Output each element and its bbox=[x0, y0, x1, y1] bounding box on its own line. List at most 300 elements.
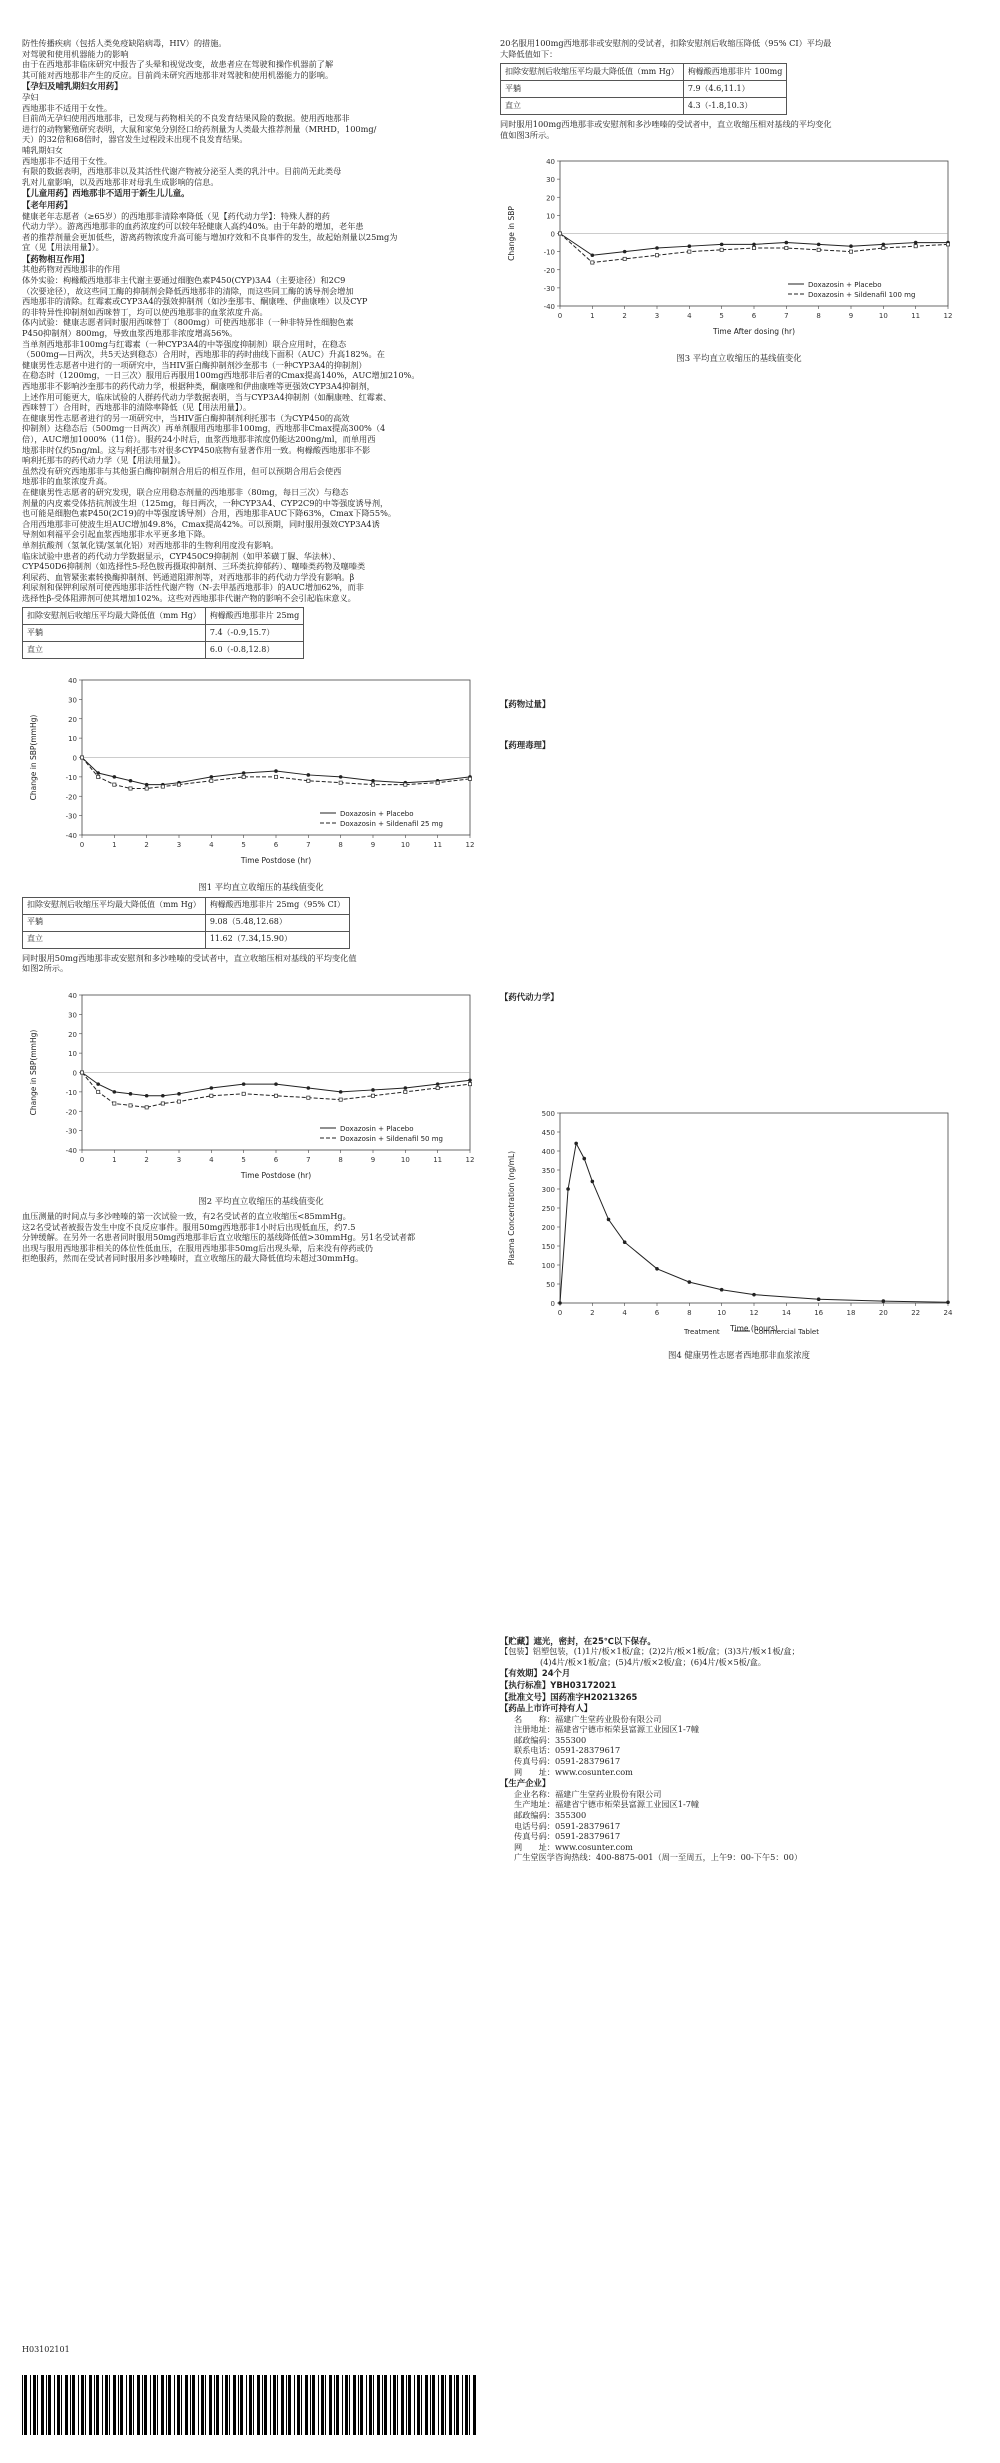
text-line: 天）的32倍和68倍时，器官发生过程段未出现不良发育结果。 bbox=[22, 134, 248, 145]
legend-label: Commercial Tablet bbox=[754, 1328, 819, 1337]
text-line: 剂量的内皮素受体拮抗剂波生坦（125mg，每日两次，一种CYP3A4、CYP2C9的中等强度诱导剂， bbox=[22, 497, 389, 508]
y-tick-label: -10 bbox=[65, 1088, 77, 1097]
figure-1-caption: 图1 平均直立收缩压的基线值变化 bbox=[198, 882, 324, 893]
table-sbp-25mg bbox=[22, 607, 304, 659]
data-point bbox=[210, 1094, 213, 1097]
plot-frame bbox=[560, 1113, 948, 1303]
x-tick-label: 10 bbox=[717, 1309, 727, 1318]
legend-label: Doxazosin + Placebo bbox=[340, 1124, 414, 1133]
interaction-block bbox=[22, 264, 500, 603]
legend-label: Doxazosin + Sildenafil 50 mg bbox=[340, 1134, 443, 1143]
text-line: 血压测量的时间点与多沙唑嗪的第一次试验一致，有2名受试者的直立收缩压<85mmHg。 bbox=[22, 1211, 351, 1222]
x-tick-label: 11 bbox=[911, 312, 921, 321]
data-point bbox=[161, 1102, 164, 1105]
data-point bbox=[591, 261, 594, 264]
text-line: 大降低值如下： bbox=[500, 48, 558, 59]
text-line: 也可能是细胞色素P450(2C19)的中等强度诱导剂）合用，西地那非AUC下降63%，Cmax下降55%。 bbox=[22, 508, 397, 519]
y-tick-label: 400 bbox=[541, 1148, 555, 1157]
barcode-bar bbox=[342, 2375, 343, 2435]
data-point bbox=[817, 249, 820, 252]
y-tick-label: 300 bbox=[541, 1186, 555, 1195]
barcode-bar bbox=[142, 2375, 143, 2435]
x-tick-label: 11 bbox=[433, 841, 443, 850]
barcode-bar bbox=[288, 2375, 291, 2435]
data-point bbox=[720, 243, 724, 247]
x-tick-label: 3 bbox=[654, 312, 660, 321]
data-point bbox=[582, 1157, 586, 1161]
x-tick-label: 6 bbox=[273, 841, 279, 850]
y-tick-label: 50 bbox=[546, 1281, 555, 1290]
data-point bbox=[817, 243, 821, 247]
data-point bbox=[468, 1078, 472, 1082]
text-line: 地那非时仅约5ng/ml。这与利托那韦对很多CYP450底物有显著作用一致。枸橼酸西地那非不影 bbox=[22, 444, 371, 455]
y-tick-label: 0 bbox=[72, 754, 77, 763]
x-tick-label: 7 bbox=[784, 312, 789, 321]
chart-figure-4 bbox=[500, 1098, 978, 1343]
text-line: 网 址：www.cosunter.com bbox=[514, 1766, 633, 1777]
text-line: 其他药物对西地那非的作用 bbox=[22, 264, 121, 275]
barcode-bar bbox=[286, 2375, 287, 2435]
text-line: 西地那非不适用于女性。 bbox=[22, 155, 113, 166]
pregnancy-heading: 【孕妇及哺乳期妇女用药】 bbox=[22, 81, 123, 92]
x-tick-label: 0 bbox=[79, 841, 85, 850]
barcode-bar bbox=[318, 2375, 319, 2435]
barcode-bar bbox=[262, 2375, 263, 2435]
y-tick-label: -40 bbox=[65, 832, 77, 841]
barcode-bar bbox=[414, 2375, 415, 2435]
barcode-bar bbox=[89, 2375, 92, 2435]
barcode-bar bbox=[312, 2375, 315, 2435]
x-axis-label: Time Postdose (hr) bbox=[240, 1170, 312, 1180]
barcode-bar bbox=[257, 2375, 260, 2435]
barcode-bar bbox=[185, 2375, 188, 2435]
barcode-bar bbox=[205, 2375, 206, 2435]
barcode-bar bbox=[430, 2375, 431, 2435]
standard-line: 【执行标准】YBH03172021 bbox=[500, 1679, 617, 1690]
text-line: 其可能对西地那非产生的反应。目前尚未研究西地那非对驾驶和使用机器能力的影响。 bbox=[22, 69, 334, 80]
text-line: 这2名受试者被报告发生中度不良反应事件。服用50mg西地那非1小时后出现低血压，约7.5 bbox=[22, 1221, 356, 1232]
text-line: 值如图3所示。 bbox=[500, 129, 555, 140]
barcode-bar bbox=[177, 2375, 180, 2435]
data-point bbox=[688, 250, 691, 253]
barcode-bar bbox=[81, 2375, 84, 2435]
y-tick-label: 500 bbox=[541, 1110, 555, 1119]
y-tick-label: 250 bbox=[541, 1205, 555, 1214]
text-line: （500mg—日两次，共5天达到稳态）合用时，西地那非的药时曲线下面积（AUC）升高182%。在 bbox=[22, 349, 385, 360]
text-line: 上述作用可能更大，临床试验的人群药代动力学数据表明，当与CYP3A4抑制剂（如酮康唑、红霉素、 bbox=[22, 391, 392, 402]
x-tick-label: 8 bbox=[816, 312, 821, 321]
data-point bbox=[882, 247, 885, 250]
data-point bbox=[436, 1082, 440, 1086]
text-line: 网 址：www.cosunter.com bbox=[514, 1841, 633, 1852]
pk-heading: 【药代动力学】 bbox=[500, 991, 559, 1002]
data-point bbox=[468, 1082, 471, 1085]
data-point bbox=[129, 1092, 133, 1096]
barcode-bar bbox=[174, 2375, 175, 2435]
text-line: 倍），AUC增加1000%（11倍）。服药24小时后，血浆西地那非浓度仍能达200ng/ml，而单用西 bbox=[22, 433, 376, 444]
chart-figure-3 bbox=[500, 146, 978, 346]
holder-block bbox=[500, 1714, 978, 1778]
y-tick-label: -10 bbox=[65, 774, 77, 783]
x-tick-label: 9 bbox=[848, 312, 854, 321]
x-tick-label: 1 bbox=[590, 312, 595, 321]
data-point bbox=[785, 241, 789, 245]
data-point bbox=[274, 776, 277, 779]
data-point bbox=[242, 772, 246, 776]
table2-row-label: 平躺 bbox=[23, 914, 206, 931]
barcode-bar bbox=[373, 2375, 374, 2435]
text-line: 西地那非不影响沙奎那韦的药代动力学，根据种类，酮康唑和伊曲康唑等更强效CYP3A4抑制剂， bbox=[22, 381, 375, 391]
barcode-bar bbox=[353, 2375, 356, 2435]
barcode-bar bbox=[462, 2375, 463, 2435]
barcode-bar bbox=[33, 2375, 36, 2435]
text-line: 选择性β-受体阻滞剂可使其增加102%。这些对西地那非代谢产物的影响不会引起临床意义。 bbox=[22, 592, 356, 603]
y-tick-label: -40 bbox=[543, 303, 555, 312]
data-point bbox=[113, 1090, 117, 1094]
y-tick-label: 40 bbox=[546, 158, 555, 167]
figure-3-caption: 图3 平均直立收缩压的基线值变化 bbox=[676, 352, 802, 363]
package-line: 【包装】铝塑包装，(1)1片/板×1板/盒；(2)2片/板×1板/盒；(3)3片/板×1板/盒； bbox=[500, 1646, 800, 1657]
barcode-bar bbox=[150, 2375, 151, 2435]
barcode-bar bbox=[384, 2375, 387, 2435]
text-line: 注册地址：福建省宁德市柘荣县富源工业园区1-7幢 bbox=[514, 1724, 700, 1735]
x-axis-label: Time (hours) bbox=[730, 1324, 778, 1334]
table2-row-value: 11.62（7.34,15.90） bbox=[205, 931, 349, 948]
table1-row-label: 平躺 bbox=[23, 625, 206, 642]
data-point bbox=[242, 1082, 246, 1086]
data-point bbox=[623, 1241, 627, 1245]
barcode-bar bbox=[102, 2375, 103, 2435]
data-point bbox=[129, 787, 132, 790]
data-point bbox=[80, 1071, 83, 1074]
text-line: 在健康男性志愿者进行的另一项研究中，当HIV蛋白酶抑制剂利托那韦（为CYP450的高效 bbox=[22, 412, 350, 423]
text-line: 20名服用100mg西地那非或安慰剂的受试者，扣除安慰剂后收缩压降低（95% CI）平均最 bbox=[500, 38, 832, 48]
data-point bbox=[242, 776, 245, 779]
x-tick-label: 20 bbox=[878, 1309, 888, 1318]
data-point bbox=[914, 245, 917, 248]
figure-4-caption: 图4 健康男性志愿者西地那非血浆浓度 bbox=[668, 1349, 810, 1360]
holder-heading: 【药品上市许可持有人】 bbox=[500, 1703, 593, 1714]
data-point bbox=[177, 1092, 181, 1096]
barcode-bar bbox=[281, 2375, 284, 2435]
barcode-bar bbox=[366, 2375, 367, 2435]
data-point bbox=[882, 1300, 886, 1304]
series-line bbox=[560, 1144, 948, 1304]
interaction-heading: 【药物相互作用】 bbox=[22, 253, 89, 264]
barcode-bar bbox=[46, 2375, 47, 2435]
data-point bbox=[849, 250, 852, 253]
text-line: （次要途径），故这些同工酶的抑制剂会降低西地那非的清除，而这些同工酶的诱导剂会增加 bbox=[22, 285, 354, 296]
barcode-bar bbox=[465, 2375, 468, 2435]
data-point bbox=[849, 245, 853, 249]
table1-row-label: 直立 bbox=[23, 642, 206, 659]
barcode-bar bbox=[301, 2375, 302, 2435]
text-line: 代动力学）。游离西地那非的血药浓度约可以较年轻健康人高约40%。由于年龄的增加，老年患 bbox=[22, 221, 364, 232]
validity-line: 【有效期】24个月 bbox=[500, 1668, 571, 1679]
barcode-bar bbox=[109, 2375, 110, 2435]
text-line: 导剂如利福平会引起血浆西地那非水平更多地下降。 bbox=[22, 529, 211, 540]
y-tick-label: -30 bbox=[65, 1127, 77, 1136]
data-point bbox=[339, 1090, 343, 1094]
barcode-bar bbox=[216, 2375, 219, 2435]
data-point bbox=[946, 1301, 950, 1305]
package-line-2: (4)4片/板×1板/盒；(5)4片/板×2板/盒；(6)4片/板×5板/盒。 bbox=[540, 1656, 766, 1667]
x-tick-label: 8 bbox=[687, 1309, 692, 1318]
data-point bbox=[371, 1088, 375, 1092]
barcode-bar bbox=[214, 2375, 215, 2435]
data-point bbox=[97, 776, 100, 779]
x-axis-label: Time Postdose (hr) bbox=[240, 856, 312, 866]
x-tick-label: 11 bbox=[433, 1155, 443, 1164]
y-axis-label: Change in SBP bbox=[507, 206, 516, 262]
data-point bbox=[566, 1188, 570, 1192]
x-tick-label: 1 bbox=[112, 1155, 117, 1164]
barcode-bar bbox=[225, 2375, 228, 2435]
legend-label: Doxazosin + Sildenafil 100 mg bbox=[808, 291, 916, 300]
data-point bbox=[914, 241, 918, 245]
barcode-bar bbox=[72, 2375, 75, 2435]
barcode-bar bbox=[310, 2375, 311, 2435]
x-tick-label: 16 bbox=[814, 1309, 824, 1318]
table3-row-value: 7.9（4.6,11.1） bbox=[683, 81, 787, 98]
barcode-bar bbox=[473, 2375, 476, 2435]
data-point bbox=[720, 1288, 724, 1292]
barcode-bar bbox=[85, 2375, 86, 2435]
data-point bbox=[404, 1090, 407, 1093]
barcode-bar bbox=[30, 2375, 31, 2435]
figure-1 bbox=[22, 665, 500, 878]
text-line: 邮政编码：355300 bbox=[514, 1810, 587, 1821]
table1-row-value: 6.0（-0.8,12.8） bbox=[205, 642, 303, 659]
text-line: 健康男性志愿者中进行的一项研究中，当HIV蛋白酶抑制剂沙奎那韦（一种CYP3A4的抑制剂） bbox=[22, 359, 367, 370]
text-line: 在稳态时（1200mg，一日三次）服用后再服用100mg西地那非后者的Cmax提高140%，AUC增加210%。 bbox=[22, 370, 420, 381]
data-point bbox=[307, 774, 311, 778]
barcode-bar bbox=[421, 2375, 422, 2435]
data-point bbox=[404, 783, 407, 786]
barcode-bar bbox=[334, 2375, 335, 2435]
x-tick-label: 5 bbox=[719, 312, 724, 321]
text-line: 西地那非不适用于女性。 bbox=[22, 102, 113, 113]
data-point bbox=[307, 1096, 310, 1099]
figure-2-caption: 图2 平均直立收缩压的基线值变化 bbox=[198, 1196, 324, 1207]
data-point bbox=[558, 232, 561, 235]
barcode-bar bbox=[229, 2375, 230, 2435]
y-tick-label: -30 bbox=[65, 813, 77, 822]
text-line: 合用西地那非可使波生坦AUC增加49.8%，Cmax提高42%。可以预期，同时服用强效CYP3A4诱 bbox=[22, 518, 380, 529]
text-line: 乳对儿童影响，以及西地那非对母乳生成影响的信息。 bbox=[22, 176, 219, 187]
x-tick-label: 10 bbox=[878, 312, 888, 321]
table-sbp-50mg bbox=[22, 897, 350, 949]
text-line: 目前尚无孕妇使用西地那非，已发现与药物相关的不良发育结果风险的数据。使用西地那非 bbox=[22, 113, 350, 124]
y-tick-label: -20 bbox=[543, 267, 555, 276]
chart-figure-2 bbox=[22, 980, 500, 1190]
barcode-bar bbox=[233, 2375, 236, 2435]
barcode-bar bbox=[382, 2375, 383, 2435]
x-tick-label: 0 bbox=[557, 312, 563, 321]
legend-label: Doxazosin + Placebo bbox=[340, 810, 414, 819]
text-line: 进行的动物繁殖研究表明，大鼠和家兔分别经口给药剂量为人类最大推荐剂量（MRHD，100mg/ bbox=[22, 123, 377, 134]
table1-row-value: 7.4（-0.9,15.7） bbox=[205, 625, 303, 642]
text-line: 电话号码：0591-28379617 bbox=[514, 1820, 621, 1831]
text-line: 企业名称：福建广生堂药业股份有限公司 bbox=[514, 1788, 662, 1799]
barcode-bar bbox=[190, 2375, 191, 2435]
table1-col1: 扣除安慰剂后收缩压平均最大降低值（mm Hg） bbox=[23, 608, 206, 625]
x-tick-label: 7 bbox=[306, 1155, 311, 1164]
barcode-bar bbox=[297, 2375, 300, 2435]
data-point bbox=[623, 258, 626, 261]
barcode-bar bbox=[358, 2375, 359, 2435]
barcode-bar bbox=[390, 2375, 391, 2435]
text-line: CYP450D6抑制剂（如选择性5-羟色胺再摄取抑制剂、三环类抗抑郁药）、噻嗪类药物及噻嗪类 bbox=[22, 561, 366, 572]
data-point bbox=[339, 776, 343, 780]
text-line: 利尿剂和保钾利尿剂可使西地那非活性代谢产物（N-去甲基西地那非）的AUC增加62%，而非 bbox=[22, 582, 364, 593]
table3-row-label: 平躺 bbox=[501, 81, 684, 98]
x-tick-label: 22 bbox=[911, 1309, 921, 1318]
data-point bbox=[752, 243, 756, 247]
y-tick-label: 0 bbox=[550, 1300, 555, 1309]
x-tick-label: 24 bbox=[943, 1309, 953, 1318]
data-point bbox=[210, 776, 214, 780]
y-tick-label: 40 bbox=[68, 677, 77, 686]
x-tick-label: 12 bbox=[749, 1309, 759, 1318]
text-line: 传真号码：0591-28379617 bbox=[514, 1756, 621, 1767]
data-point bbox=[96, 1082, 100, 1086]
barcode-bar bbox=[222, 2375, 223, 2435]
data-point bbox=[371, 779, 375, 783]
barcode-bar bbox=[61, 2375, 62, 2435]
barcode-bar bbox=[153, 2375, 156, 2435]
figure-4 bbox=[500, 1098, 978, 1346]
table3-col1: 扣除安慰剂后收缩压平均最大降低值（mm Hg） bbox=[501, 64, 684, 81]
barcode-bar bbox=[456, 2375, 459, 2435]
data-point bbox=[468, 778, 471, 781]
legend-label: Doxazosin + Sildenafil 25 mg bbox=[340, 820, 443, 829]
text-line: 西咪替丁）合用时，西地那非的清除率降低（见【用法用量】）。 bbox=[22, 402, 252, 413]
text-line: 防性传播疾病（包括人类免疫缺陷病毒，HIV）的措施。 bbox=[22, 38, 227, 48]
y-tick-label: -10 bbox=[543, 249, 555, 257]
pharmacology-heading: 【药理毒理】 bbox=[500, 740, 551, 751]
barcode-bar bbox=[360, 2375, 363, 2435]
barcode-bar bbox=[181, 2375, 182, 2435]
table2-col2: 枸橼酸西地那非片 25mg（95% CI） bbox=[205, 897, 349, 914]
x-tick-label: 2 bbox=[144, 841, 149, 850]
x-tick-label: 8 bbox=[338, 841, 343, 850]
x-tick-label: 3 bbox=[176, 1155, 182, 1164]
text-line: 单剂抗酸剂（氢氧化镁/氢氧化铝）对西地那非的生物利用度没有影响。 bbox=[22, 539, 279, 550]
barcode-bar bbox=[192, 2375, 195, 2435]
data-point bbox=[720, 249, 723, 252]
barcode-bar bbox=[240, 2375, 243, 2435]
barcode-bar bbox=[454, 2375, 455, 2435]
figure-2 bbox=[22, 980, 500, 1193]
series-line bbox=[82, 758, 470, 789]
document-code: H03102101 bbox=[22, 2345, 70, 2354]
barcode-bar bbox=[417, 2375, 420, 2435]
text-line: 对驾驶和使用机器能力的影响 bbox=[22, 48, 129, 59]
x-tick-label: 2 bbox=[144, 1155, 149, 1164]
barcode-bar bbox=[133, 2375, 134, 2435]
barcode-bar bbox=[438, 2375, 439, 2435]
x-tick-label: 5 bbox=[241, 1155, 246, 1164]
barcode-bar bbox=[137, 2375, 140, 2435]
x-tick-label: 6 bbox=[654, 1309, 660, 1318]
barcode-bar bbox=[57, 2375, 60, 2435]
data-point bbox=[574, 1142, 578, 1146]
x-tick-label: 2 bbox=[590, 1309, 595, 1318]
data-point bbox=[436, 1086, 439, 1089]
text-line: 者的推荐剂量会更加低些，游离药物浓度升高可能与增加疗效和不良事件的发生，故起始剂量以25mg为 bbox=[22, 231, 398, 242]
barcode-bar bbox=[401, 2375, 404, 2435]
x-tick-label: 4 bbox=[622, 1309, 627, 1318]
y-tick-label: 200 bbox=[541, 1224, 555, 1233]
y-tick-label: 350 bbox=[541, 1167, 555, 1176]
x-tick-label: 14 bbox=[781, 1309, 791, 1318]
x-tick-label: 8 bbox=[338, 1155, 343, 1164]
text-line: 生产地址：福建省宁德市柘荣县富源工业园区1-7幢 bbox=[514, 1799, 700, 1810]
text-line: 响利托那韦的药代动力学（见【用法用量】）。 bbox=[22, 455, 186, 466]
x-tick-label: 0 bbox=[79, 1155, 85, 1164]
pregnancy-block bbox=[22, 92, 500, 187]
data-point bbox=[210, 780, 213, 783]
table2-col1: 扣除安慰剂后收缩压平均最大降低值（mm Hg） bbox=[23, 897, 206, 914]
data-point bbox=[161, 785, 164, 788]
text-line: 虽然没有研究西地那非与其他蛋白酶抑制剂合用后的相互作用，但可以预期合用后会使西 bbox=[22, 465, 342, 476]
text-line: 利尿药、血管紧张素转换酶抑制剂、钙通道阻滞剂等，对西地那非的药代动力学没有影响。β bbox=[22, 571, 355, 582]
text-line: 孕妇 bbox=[22, 91, 39, 102]
data-point bbox=[785, 247, 788, 250]
table3-col2: 枸橼酸西地那非片 100mg bbox=[683, 64, 787, 81]
x-tick-label: 1 bbox=[112, 841, 117, 850]
text-line: 临床试验中患者的药代动力学数据显示，CYP450C9抑制剂（如甲苯磺丁脲、华法林）、 bbox=[22, 550, 341, 561]
data-point bbox=[591, 1180, 595, 1184]
text-line: P450抑制剂）800mg，导致血浆西地那非浓度增高56%。 bbox=[22, 328, 238, 339]
barcode-bar bbox=[166, 2375, 167, 2435]
barcode-bar bbox=[168, 2375, 171, 2435]
data-point bbox=[274, 1094, 277, 1097]
text-line: 如图2所示。 bbox=[22, 963, 69, 974]
text-line: 同时服用100mg西地那非或安慰剂和多沙唑嗪的受试者中，直立收缩压相对基线的平均变化 bbox=[500, 119, 832, 130]
text-line: 西地那非的清除。红霉素或CYP3A4的强效抑制剂（如沙奎那韦、酮康唑、伊曲康唑）以及CYP bbox=[22, 296, 368, 307]
data-point bbox=[688, 245, 692, 249]
barcode-bar bbox=[161, 2375, 164, 2435]
text-line: 当单剂西地那非100mg与红霉素（一种CYP3A4的中等强度抑制剂）联合应用时，在稳态 bbox=[22, 338, 347, 349]
overdose-heading: 【药物过量】 bbox=[500, 698, 551, 709]
data-point bbox=[752, 247, 755, 250]
data-point bbox=[371, 1094, 374, 1097]
data-point bbox=[242, 1092, 245, 1095]
x-tick-label: 10 bbox=[400, 841, 410, 850]
barcode-bar bbox=[246, 2375, 247, 2435]
text-line: 联系电话：0591-28379617 bbox=[514, 1745, 621, 1756]
data-point bbox=[274, 770, 278, 774]
text-line: 广生堂医学咨询热线：400-8875-001（周一至周五，上午9：00-下午5：00） bbox=[514, 1852, 803, 1863]
right-column bbox=[500, 38, 978, 1863]
barcode-bar bbox=[445, 2375, 446, 2435]
data-point bbox=[307, 1086, 311, 1090]
data-point bbox=[113, 776, 117, 780]
barcode-bar bbox=[78, 2375, 79, 2435]
y-tick-label: 450 bbox=[541, 1129, 555, 1138]
x-tick-label: 4 bbox=[209, 1155, 214, 1164]
text-line: 出现与服用西地那非相关的体位性低血压，在服用西地那非50mg后出现头晕，后来没有停药或仍 bbox=[22, 1242, 373, 1253]
text-line: 体内试验：健康志愿者同时服用西咪替丁（800mg）可使西地那非（一种非特异性细胞色素 bbox=[22, 317, 354, 328]
data-point bbox=[655, 1267, 659, 1271]
text-line: 分钟缓解。在另外一名患者同时服用50mg西地那非后直立收缩压的基线降低值>30mmHg。另1名受试者都 bbox=[22, 1232, 416, 1243]
elderly-heading: 【老年用药】 bbox=[22, 199, 73, 210]
x-tick-label: 4 bbox=[687, 312, 692, 321]
barcode-bar bbox=[37, 2375, 38, 2435]
data-point bbox=[177, 783, 180, 786]
